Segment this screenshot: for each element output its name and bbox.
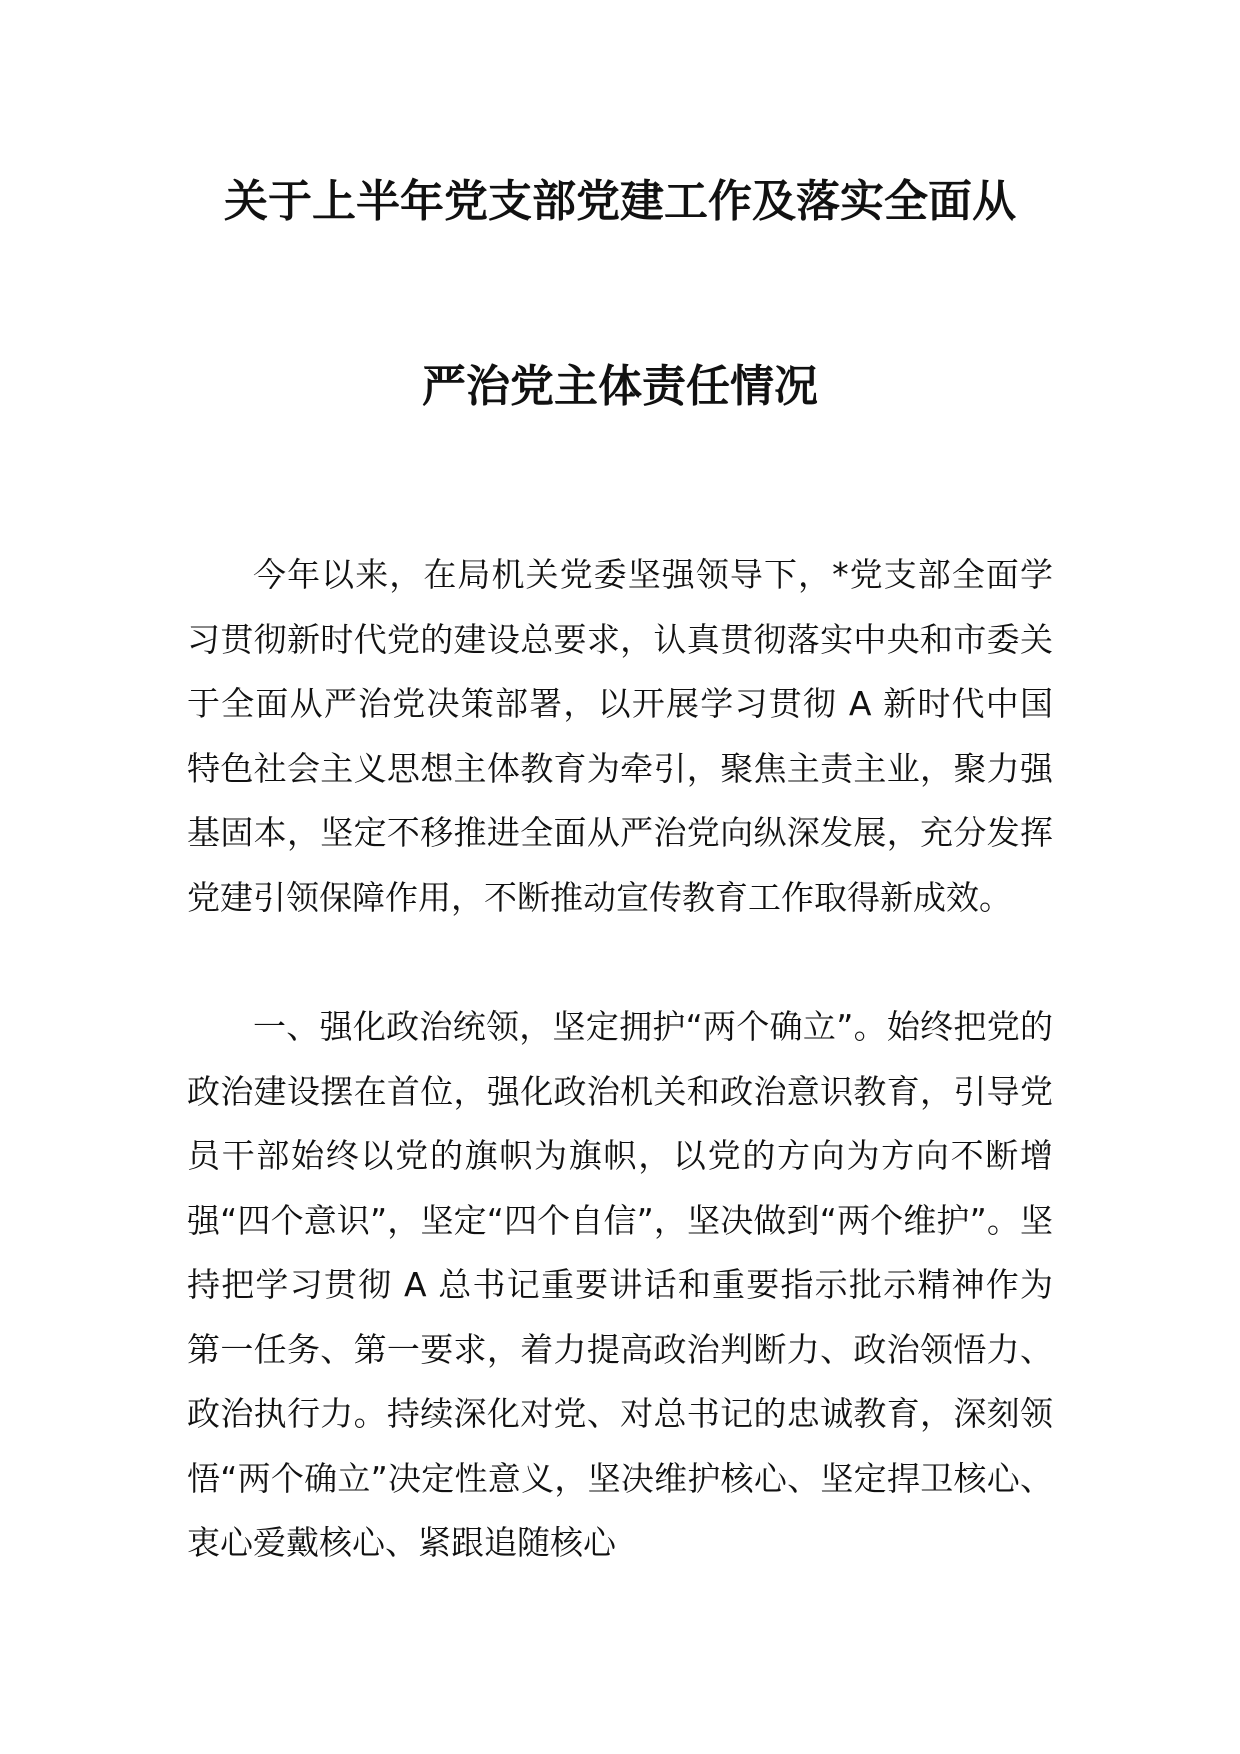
body-paragraph-section-1: 一、强化政治统领，坚定拥护“两个确立”。始终把党的政治建设摆在首位，强化政治机关和政治意识教育，引导党员干部始终以党的旗帜为旗帜，以党的方向为方向不断增强“四个意识”，坚定“四个自信”，坚决做到“两个维护”。坚持把学习贯彻 A 总书记重要讲话和重要指示批示精神作为第一任务、第一要求，着力提高政治判断力、政治领悟力、政治执行力。持续深化对党、对总书记的忠诚教育，深刻领悟“两个确立”决定性意义，坚决维护核心、坚定捍卫核心、衷心爱戴核心、紧跟追随核心	[187, 1007, 1053, 1562]
document-title-line-1: 关于上半年党支部党建工作及落实全面从	[224, 176, 1016, 227]
document-title-line-2: 严治党主体责任情况	[422, 361, 818, 412]
body-paragraph-intro: 今年以来，在局机关党委坚强领导下，*党支部全面学习贯彻新时代党的建设总要求，认真贯彻落实中央和市委关于全面从严治党决策部署，以开展学习贯彻 A 新时代中国特色社会主义思想主体教育为牵引，聚焦主责主业，聚力强基固本，坚定不移推进全面从严治党向纵深发展，充分发挥党建引领保障作用，不断推动宣传教育工作取得新成效。	[187, 555, 1053, 917]
